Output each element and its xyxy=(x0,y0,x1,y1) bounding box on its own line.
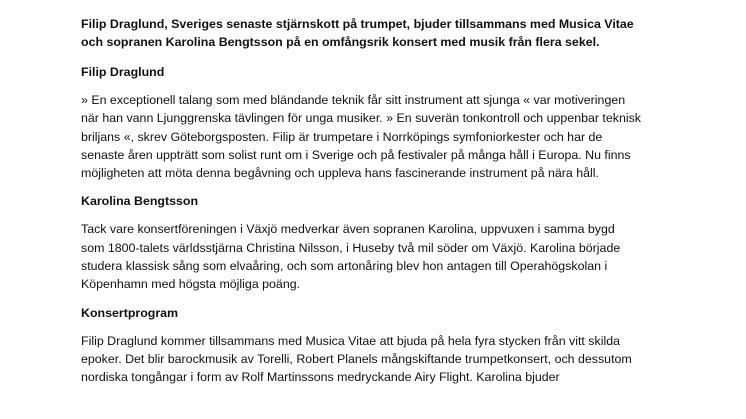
document-body xyxy=(81,15,641,397)
section-heading-karolina: Karolina Bengtsson xyxy=(81,194,199,209)
section-heading-konsertprogram: Konsertprogram xyxy=(81,305,179,320)
section-body-karolina: Tack vare konsertföreningen i Växjö medverkar även sopranen Karolina, uppvuxen i samma bygd som 1800-talets världsstjärna Christina Nilsson, i Huseby två mil söder om Växjö. Karolina började studera klassisk sång som elvaåring, och som artonåring blev hon antagen till Operahögskolan i Köpenhamn med högsta möjliga poäng. xyxy=(81,222,621,292)
intro-paragraph: Filip Draglund, Sveriges senaste stjärnskott på trumpet, bjuder tillsammans med Musica Vitae och sopranen Karolina Bengtsson på en omfångsrik konsert med musik från flera sekel. xyxy=(81,17,634,49)
section-body-konsertprogram: Filip Draglund kommer tillsammans med Musica Vitae att bjuda på hela fyra stycken från vitt skilda epoker. Det blir barockmusik av Torelli, Robert Planels mångskiftande trumpetkonsert, och dessutom nordiska tongångar i form av Rolf Martinssons medryckande Airy Flight. Karolina bjuder xyxy=(81,333,632,385)
section-heading-filip: Filip Draglund xyxy=(81,65,165,79)
section-body-filip: » En exceptionell talang som med bländande teknik får sitt instrument att sjunga « var motiveringen när han vann Ljunggrenska tävlingen för unga musiker. » En suverän tonkontroll och uppenbar teknisk briljans «, skrev Göteborgsposten. Filip är trumpetare i Norrköpings symfoniorkester och har de senaste åren uppträtt som solist runt om i Sverige och på festivaler på många håll i Europa. Nu finns möjligheten att möta denna begåvning och uppleva hans fascinerande instrument på nära håll. xyxy=(81,93,641,181)
